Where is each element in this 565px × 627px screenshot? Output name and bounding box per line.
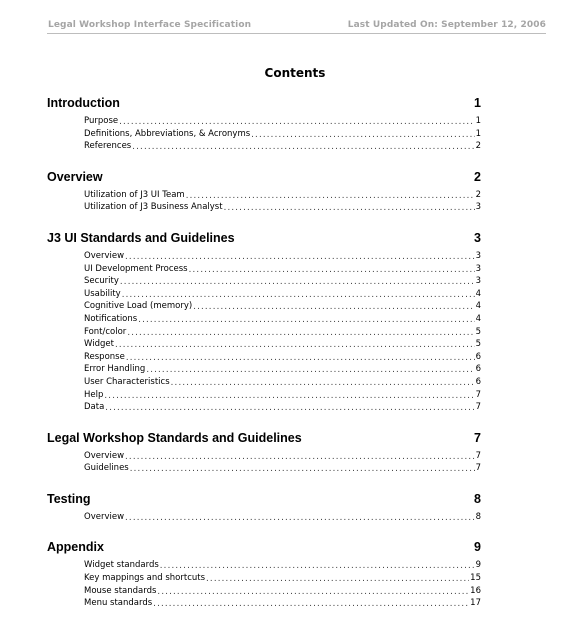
toc-entry[interactable] [84, 402, 481, 415]
toc-entry[interactable] [84, 327, 481, 340]
toc-entry[interactable] [84, 190, 481, 203]
entry-page-number: 3 [475, 202, 481, 213]
toc-entry[interactable] [84, 116, 481, 129]
entry-page-number: 4 [475, 288, 481, 299]
entry-title: Widget standards [84, 560, 159, 571]
entry-page-number: 7 [475, 389, 481, 400]
entry-page-number: 2 [475, 141, 481, 152]
entry-title: Font/color [84, 326, 127, 337]
entry-title: Purpose [84, 116, 119, 126]
toc-entry[interactable] [84, 463, 481, 476]
dot-leader [115, 340, 475, 350]
entry-page-number: 6 [475, 376, 481, 387]
toc-entry[interactable] [84, 264, 481, 277]
dot-leader [127, 328, 474, 338]
dot-leader [251, 130, 474, 140]
entry-title: User Characteristics [84, 376, 170, 387]
dot-leader [104, 391, 474, 401]
toc-section [47, 431, 481, 476]
entry-page-number: 8 [475, 511, 481, 522]
contents-title: Contents [264, 66, 326, 80]
entry-page-number: 7 [475, 402, 481, 413]
toc-entry[interactable] [84, 390, 481, 403]
entry-page-number: 4 [475, 301, 481, 312]
toc-entry[interactable] [84, 141, 481, 154]
entry-page-number: 1 [475, 128, 481, 139]
dot-leader [146, 365, 474, 375]
entry-title: Overview [84, 511, 125, 522]
toc-entry[interactable] [84, 377, 481, 390]
dot-leader [157, 587, 469, 597]
page-header [47, 19, 546, 34]
entry-page-number: 7 [475, 463, 481, 474]
toc-section [47, 170, 481, 215]
toc-entry[interactable] [84, 586, 481, 599]
dot-leader [153, 599, 469, 609]
entry-page-number: 6 [475, 364, 481, 375]
toc-entry[interactable] [84, 314, 481, 327]
toc-entry[interactable] [84, 251, 481, 264]
toc-entry[interactable] [84, 451, 481, 464]
entry-title: Cognitive Load (memory) [84, 301, 193, 312]
toc-section-heading[interactable] [47, 231, 481, 249]
entry-title: Security [84, 276, 119, 287]
toc-entry[interactable] [84, 129, 481, 142]
entry-title: Error Handling [84, 364, 146, 375]
dot-leader [138, 315, 474, 325]
entry-page-number: 3 [475, 250, 481, 261]
entry-title: Usability [84, 288, 121, 299]
section-title: Testing [47, 491, 91, 506]
entry-title: References [84, 141, 132, 152]
table-of-contents [47, 96, 481, 627]
toc-section-heading[interactable] [47, 431, 481, 449]
entry-title: Utilization of J3 UI Team [84, 189, 185, 200]
last-updated-header: Last Updated On: September 12, 2006 [347, 20, 546, 30]
dot-leader [189, 265, 475, 275]
toc-section [47, 540, 481, 610]
section-page-number: 7 [474, 430, 481, 445]
entry-page-number: 16 [470, 585, 481, 596]
entry-title: UI Development Process [84, 263, 188, 274]
section-page-number: 2 [474, 169, 481, 184]
entry-page-number: 17 [470, 598, 481, 609]
toc-entry[interactable] [84, 573, 481, 586]
section-page-number: 9 [474, 540, 481, 555]
toc-entry[interactable] [84, 202, 481, 215]
toc-section-heading[interactable] [47, 540, 481, 558]
entry-page-number: 2 [475, 189, 481, 200]
dot-leader [119, 117, 474, 127]
document-title-header: Legal Workshop Interface Specification [48, 20, 252, 30]
entry-title: Mouse standards [84, 585, 157, 596]
dot-leader [171, 378, 475, 388]
toc-section [47, 96, 481, 154]
toc-section-heading[interactable] [47, 492, 481, 510]
entry-title: Key mappings and shortcuts [84, 573, 206, 584]
section-page-number: 1 [474, 96, 481, 110]
section-title: Introduction [47, 96, 120, 110]
dot-leader [125, 513, 475, 523]
entry-page-number: 9 [475, 560, 481, 571]
dot-leader [126, 353, 475, 363]
dot-leader [122, 290, 475, 300]
dot-leader [193, 302, 474, 312]
entry-title: Guidelines [84, 463, 129, 474]
entry-page-number: 7 [475, 450, 481, 461]
section-title: Appendix [47, 540, 104, 555]
entry-title: Help [84, 389, 104, 400]
dot-leader [105, 403, 474, 413]
toc-entry[interactable] [84, 512, 481, 525]
section-title: Legal Workshop Standards and Guidelines [47, 430, 302, 445]
entry-title: Utilization of J3 Business Analyst [84, 202, 223, 213]
dot-leader [224, 203, 475, 213]
dot-leader [125, 252, 475, 262]
section-page-number: 3 [474, 230, 481, 245]
toc-entry[interactable] [84, 339, 481, 352]
section-page-number: 8 [474, 491, 481, 506]
dot-leader [120, 277, 475, 287]
toc-entry[interactable] [84, 289, 481, 302]
toc-entry[interactable] [84, 352, 481, 365]
entry-page-number: 1 [475, 116, 481, 126]
dot-leader [130, 464, 475, 474]
entry-title: Notifications [84, 313, 138, 324]
toc-entry[interactable] [84, 560, 481, 573]
entry-title: Definitions, Abbreviations, & Acronyms [84, 128, 251, 139]
entry-title: Menu standards [84, 598, 153, 609]
toc-section-heading[interactable] [47, 96, 481, 114]
toc-section-heading[interactable] [47, 170, 481, 188]
entry-page-number: 5 [475, 326, 481, 337]
entry-title: Data [84, 402, 105, 413]
dot-leader [125, 452, 475, 462]
toc-section [47, 231, 481, 415]
dot-leader [206, 574, 469, 584]
entry-page-number: 4 [475, 313, 481, 324]
section-title: Overview [47, 169, 103, 184]
entry-page-number: 15 [470, 573, 481, 584]
toc-entry[interactable] [84, 301, 481, 314]
entry-page-number: 3 [475, 276, 481, 287]
toc-section [47, 492, 481, 525]
section-title: J3 UI Standards and Guidelines [47, 230, 235, 245]
entry-page-number: 6 [475, 351, 481, 362]
dot-leader [186, 191, 475, 201]
toc-entry[interactable] [84, 276, 481, 289]
dot-leader [160, 561, 475, 571]
entry-title: Response [84, 351, 125, 362]
dot-leader [132, 142, 474, 152]
entry-title: Overview [84, 450, 125, 461]
entry-title: Widget [84, 339, 114, 350]
toc-entry[interactable] [84, 364, 481, 377]
entry-page-number: 5 [475, 339, 481, 350]
entry-title: Overview [84, 250, 125, 261]
entry-page-number: 3 [475, 263, 481, 274]
